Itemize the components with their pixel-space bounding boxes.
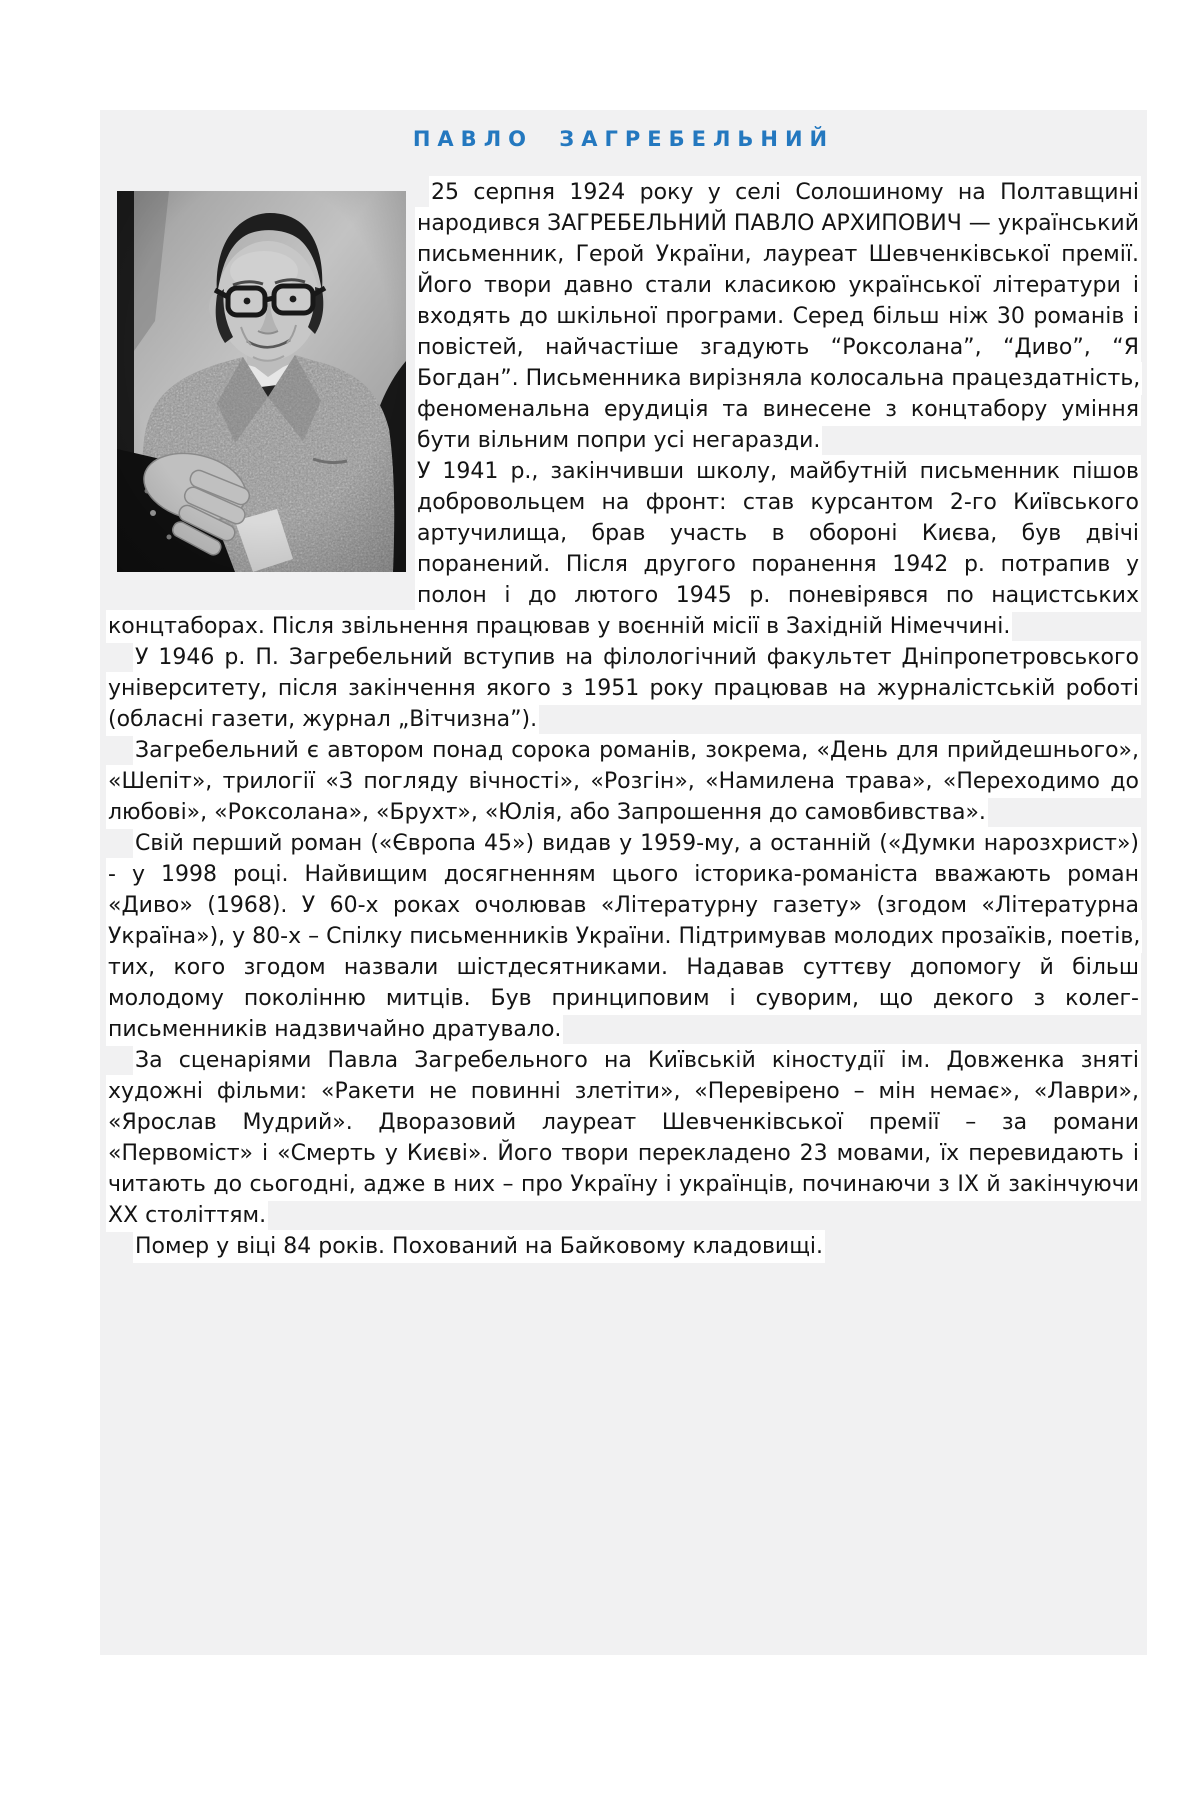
paragraph-text: У 1946 р. П. Загребельний вступив на філологічний факультет Дніпропетровського університету, після закінчення якого з 1951 року працював на журналістській роботі (обласні газети, журнал „Вітчизна”). bbox=[106, 641, 1141, 736]
paragraph-text: У 1941 р., закінчивши школу, майбутній письменник пішов добровольцем на фронт: став курсантом 2-го Київського артучилища, брав участь в обороні Києва, був двічі поранений. Після другого поранення 1942 р. потрапив у полон і до лютого 1945 р. поневірявся по нацистських концтаборах. Після звільнення працював у воєнній місії в Західній Німеччині. bbox=[106, 455, 1141, 643]
article-paragraph bbox=[106, 735, 1141, 828]
article-paragraph bbox=[106, 1231, 1141, 1262]
paragraph-text: За сценаріями Павла Загребельного на Київській кіностудії ім. Довженка зняті художні фільми: «Ракети не повинні злетіти», «Перевірено – мін немає», «Лаври», «Ярослав Мудрий». Дворазовий лауреат Шевченківської премії – за романи «Первоміст» і «Смерть у Києві». Його твори перекладено 23 мовами, їх перевидають і читають до сьогодні, адже в них – про Україну і українців, починаючи з ІХ й закінчуючи ХХ століттям. bbox=[106, 1044, 1141, 1232]
paragraph-text: Свій перший роман («Європа 45») видав у 1959-му, а останній («Думки нарозхрист») - у 1998 році. Найвищим досягненням цього історика-романіста вважають роман «Диво» (1968). У 60-х роках очолював «Літературну газету» (згодом «Літературна Україна»), у 80-х – Спілку письменників України. Підтримував молодих прозаїків, поетів, тих, кого згодом назвали шістдесятниками. Надавав суттєву допомогу й більш молодому поколінню митців. Був принциповим і суворим, що декого з колег-письменників надзвичайно дратувало. bbox=[106, 827, 1142, 1046]
document-page bbox=[0, 110, 1200, 1655]
article-paragraph bbox=[106, 828, 1141, 1045]
page-title: ПАВЛО ЗАГРЕБЕЛЬНИЙ bbox=[412, 127, 835, 151]
content-block bbox=[100, 110, 1147, 1655]
paragraph-text: 25 серпня 1924 року у селі Солошиному на Полтавщині народився ЗАГРЕБЕЛЬНИЙ ПАВЛО АРХИПОВИЧ — український письменник, Герой України, лауреат Шевченківської премії. Його твори давно стали класикою української літератури і входять до шкільної програми. Серед більш ніж 30 романів і повістей, найчастіше згадують “Роксолана”, “Диво”, “Я Богдан”. Письменника вирізняла колосальна працездатність, феноменальна ерудиція та винесене з концтабору уміння бути вільним попри усі негаразди. bbox=[415, 176, 1142, 457]
article-paragraph bbox=[106, 1045, 1141, 1231]
article-body bbox=[106, 177, 1141, 1262]
bw-portrait-photo bbox=[117, 191, 406, 572]
paragraph-text: Загребельний є автором понад сорока романів, зокрема, «День для прийдешнього», «Шепіт», трилогії «З погляду вічності», «Розгін», «Намилена трава», «Переходимо до любові», «Роксолана», «Брухт», «Юлія, або Запрошення до самовбивства». bbox=[106, 734, 1141, 829]
writer-portrait-photo bbox=[117, 191, 406, 572]
paragraph-text: Помер у віці 84 років. Похований на Байковому кладовищі. bbox=[133, 1230, 825, 1263]
article-paragraph bbox=[106, 642, 1141, 735]
